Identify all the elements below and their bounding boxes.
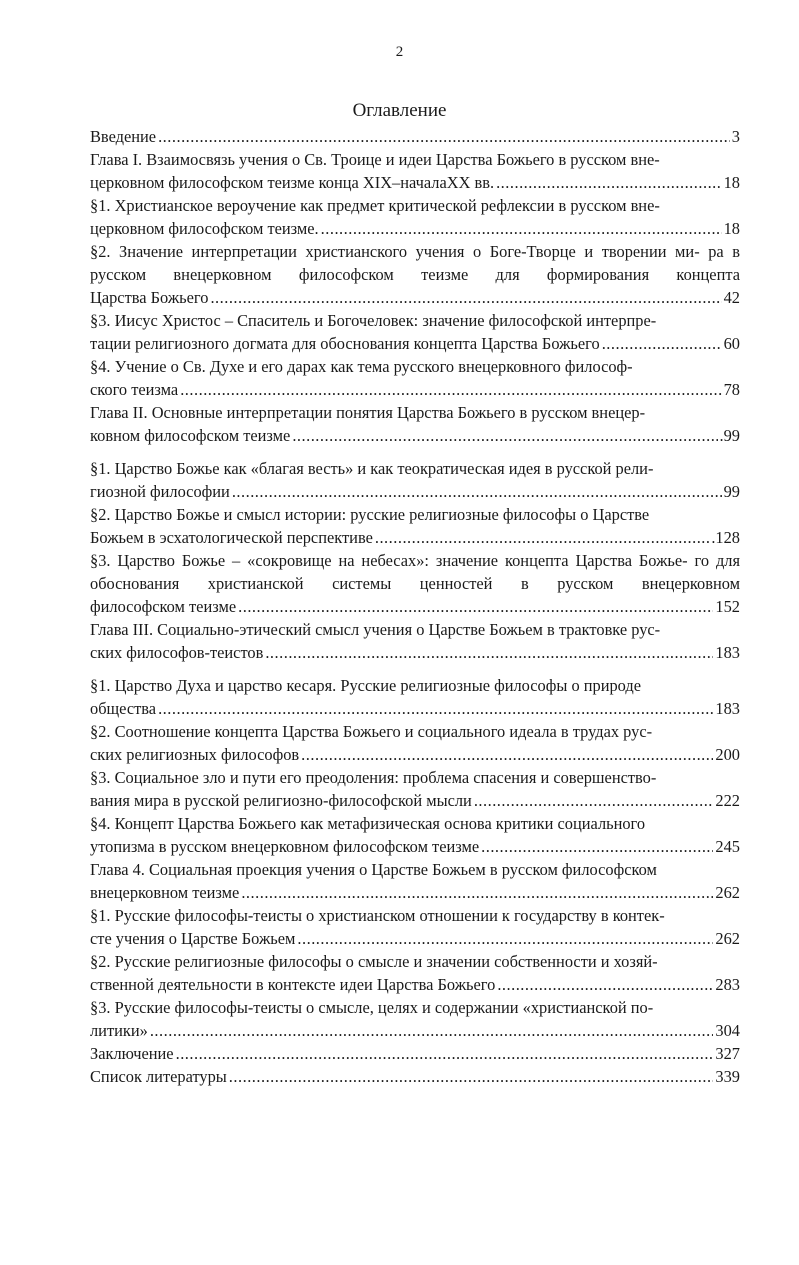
toc-entry-text: §4. Учение о Св. Духе и его дарах как тема русского внецерковного философ- bbox=[90, 357, 633, 376]
toc-entry-text: церковном философском теизме конца XIX–началаXX вв. bbox=[90, 173, 495, 192]
toc-entry-chapter-4-section-2[interactable] bbox=[90, 950, 740, 996]
toc-entry-text: общества bbox=[90, 699, 157, 718]
toc-entry-text: Глава 4. Социальная проекция учения о Царстве Божьем в русском философском bbox=[90, 860, 657, 879]
toc-entry-text: §3. Иисус Христос – Спаситель и Богочеловек: значение философской интерпре- bbox=[90, 311, 657, 330]
toc-entry-text: §1. Христианское вероучение как предмет критической рефлексии в русском вне- bbox=[90, 196, 660, 215]
toc-entry-page: 18 bbox=[723, 173, 740, 192]
toc-entry-text: §1. Царство Духа и царство кесаря. Русские религиозные философы о природе bbox=[90, 676, 642, 695]
toc-entry-page: 222 bbox=[715, 791, 740, 810]
toc-entry-text: ственной деятельности в контексте идеи Царства Божьего bbox=[90, 975, 496, 994]
toc-entry-text: §1. Царство Божье как «благая весть» и как теократическая идея в русской рели- bbox=[90, 459, 654, 478]
toc-entry-chapter-2[interactable] bbox=[90, 401, 740, 447]
page-number: 2 bbox=[395, 44, 404, 60]
toc-entry-text: ковном философском теизме bbox=[90, 426, 291, 445]
toc-title: Оглавление bbox=[352, 100, 447, 121]
toc-entry-conclusion[interactable] bbox=[90, 1042, 740, 1065]
toc-entry-text: §2. Русские религиозные философы о смысле и значении собственности и хозяй- bbox=[90, 952, 658, 971]
toc-entry-chapter-1-section-3[interactable] bbox=[90, 309, 740, 355]
toc-entry-page: 18 bbox=[723, 219, 740, 238]
toc-entry-bibliography[interactable] bbox=[90, 1065, 740, 1088]
toc-entry-chapter-1[interactable] bbox=[90, 148, 740, 194]
toc-entry-text: литики» bbox=[90, 1021, 148, 1040]
toc-entry-text: Введение bbox=[90, 127, 157, 146]
toc-entry-chapter-1-section-1[interactable] bbox=[90, 194, 740, 240]
toc-entry-page: 3 bbox=[731, 127, 740, 146]
toc-entry-page: 327 bbox=[715, 1044, 740, 1063]
toc-entry-chapter-1-section-4[interactable] bbox=[90, 355, 740, 401]
toc-entry-page: 339 bbox=[715, 1067, 740, 1086]
toc-entry-chapter-2-section-3[interactable] bbox=[90, 549, 740, 618]
toc-entry-text: тации религиозного догмата для обоснования концепта Царства Божьего bbox=[90, 334, 600, 353]
toc-entry-page: 200 bbox=[715, 745, 740, 764]
toc-entry-text: ского теизма bbox=[90, 380, 179, 399]
toc-entry-chapter-3-section-2[interactable] bbox=[90, 720, 740, 766]
table-of-contents bbox=[90, 125, 740, 1088]
toc-entry-text: Список литературы bbox=[90, 1067, 227, 1086]
toc-entry-text: утопизма в русском внецерковном философском теизме bbox=[90, 837, 480, 856]
toc-entry-chapter-2-section-1[interactable] bbox=[90, 457, 740, 503]
toc-entry-introduction[interactable] bbox=[90, 125, 740, 148]
toc-entry-text: Глава I. Взаимосвязь учения о Св. Троице и идеи Царства Божьего в русском вне- bbox=[90, 150, 660, 169]
toc-entry-text: §2. Соотношение концепта Царства Божьего и социального идеала в трудах рус- bbox=[90, 722, 653, 741]
toc-entry-text: Божьем в эсхатологической перспективе bbox=[90, 528, 373, 547]
toc-entry-page: 42 bbox=[723, 288, 740, 307]
toc-entry-page: 245 bbox=[715, 837, 740, 856]
toc-entry-chapter-2-section-2[interactable] bbox=[90, 503, 740, 549]
toc-entry-text: §1. Русские философы-теисты о христианском отношении к государству в контек- bbox=[90, 906, 665, 925]
toc-entry-chapter-3-section-4[interactable] bbox=[90, 812, 740, 858]
toc-entry-text: Царства Божьего bbox=[90, 288, 209, 307]
toc-entry-chapter-3-section-3[interactable] bbox=[90, 766, 740, 812]
toc-entry-page: 152 bbox=[715, 597, 740, 616]
toc-entry-page: .128 bbox=[711, 528, 740, 547]
toc-entry-text: §3. Царство Божье – «сокровище на небесах»: значение концепта Царства Божье- го для обоснования христианской системы ценностей в русском внецерковном bbox=[90, 551, 740, 593]
toc-entry-text: внецерковном теизме bbox=[90, 883, 240, 902]
toc-entry-chapter-3[interactable] bbox=[90, 618, 740, 664]
toc-entry-page: 283 bbox=[715, 975, 740, 994]
toc-entry-text: церковном философском теизме. bbox=[90, 219, 319, 238]
toc-entry-text: §3. Социальное зло и пути его преодоления: проблема спасения и совершенство- bbox=[90, 768, 657, 787]
toc-entry-text: сте учения о Царстве Божьем bbox=[90, 929, 296, 948]
toc-entry-text: §2. Значение интерпретации христианского учения о Боге-Творце и творении ми- ра в русском внецерковном философском теизме для формирования концепта bbox=[90, 242, 740, 284]
toc-entry-text: гиозной философии bbox=[90, 482, 230, 501]
toc-entry-text: Заключение bbox=[90, 1044, 174, 1063]
toc-entry-text: §4. Концепт Царства Божьего как метафизическая основа критики социального bbox=[90, 814, 646, 833]
toc-entry-text: Глава III. Социально-этический смысл учения о Царстве Божьем в трактовке рус- bbox=[90, 620, 661, 639]
toc-entry-chapter-4[interactable] bbox=[90, 858, 740, 904]
toc-entry-text: вания мира в русской религиозно-философской мысли bbox=[90, 791, 472, 810]
toc-entry-page: 262 bbox=[715, 883, 740, 902]
toc-entry-page: 183 bbox=[715, 699, 740, 718]
toc-entry-page: 183 bbox=[715, 643, 740, 662]
toc-entry-page: 60 bbox=[723, 334, 740, 353]
toc-entry-chapter-1-section-2[interactable] bbox=[90, 240, 740, 309]
toc-entry-text: ских философов-теистов bbox=[90, 643, 264, 662]
toc-entry-page: .99 bbox=[719, 426, 740, 445]
toc-entry-page: 78 bbox=[723, 380, 740, 399]
toc-entry-chapter-4-section-3[interactable] bbox=[90, 996, 740, 1042]
toc-entry-page: 304 bbox=[715, 1021, 740, 1040]
toc-entry-chapter-3-section-1[interactable] bbox=[90, 674, 740, 720]
toc-entry-page: 262 bbox=[715, 929, 740, 948]
toc-entry-text: Глава II. Основные интерпретации понятия Царства Божьего в русском внецер- bbox=[90, 403, 646, 422]
toc-entry-text: ских религиозных философов bbox=[90, 745, 300, 764]
toc-entry-text: философском теизме bbox=[90, 597, 237, 616]
toc-entry-text: §2. Царство Божье и смысл истории: русские религиозные философы о Царстве bbox=[90, 505, 650, 524]
toc-entry-page: 99 bbox=[723, 482, 740, 501]
toc-entry-text: §3. Русские философы-теисты о смысле, целях и содержании «христианской по- bbox=[90, 998, 654, 1017]
toc-entry-chapter-4-section-1[interactable] bbox=[90, 904, 740, 950]
